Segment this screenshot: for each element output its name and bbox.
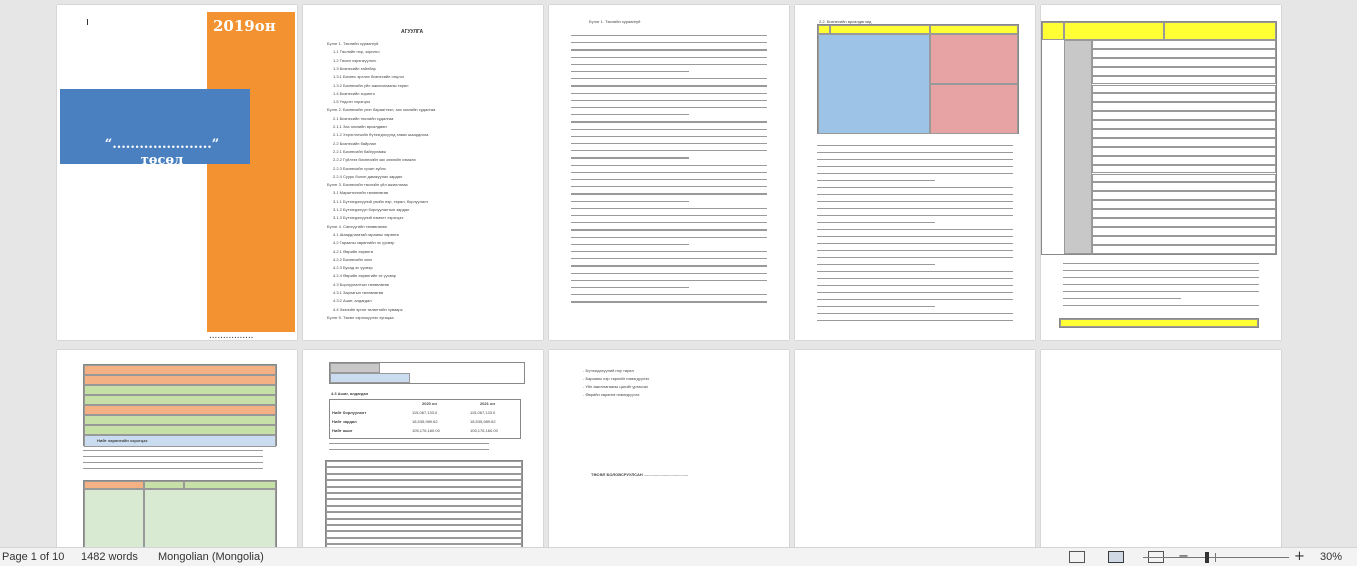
text-line [1063,270,1259,271]
contents-item[interactable]: 2.1 Бизнесийн төслийн судалгаа [333,115,394,121]
language-indicator[interactable]: Mongolian (Mongolia) [158,551,264,563]
contents-item[interactable]: Бүлэг 4. Санхүүгийн төлөвлөгөө [327,223,387,229]
cover-title-line2: төсөл [140,153,184,168]
table-row [1092,174,1276,183]
text-line [571,229,767,230]
text-line [817,180,935,181]
contents-item[interactable]: 4.2.4 Өөрийн хөрөнгийн эх үүсвэр [333,273,396,279]
text-line [571,107,767,108]
text-line [571,244,689,245]
table-row [1092,200,1276,209]
contents-item[interactable]: 1.3.1 Бизнес эрхлэх бизнесийн онцлог [333,74,405,80]
table-row [1092,129,1276,138]
profit-loss-table [329,399,521,439]
repayment-schedule-table [325,460,523,547]
text-line [817,243,1013,244]
row-value: 115,067,133.0 [412,410,438,415]
contents-item[interactable]: 4.4 Зээлийн эргэн төлөлтийн хуваарь [333,306,403,312]
table-row [84,395,276,405]
text-line [571,42,767,43]
page-2-contents[interactable] [303,5,543,340]
contents-item[interactable]: 2.1.1 Зах зээлийн өрсөлдөөн [333,124,387,129]
read-mode-icon[interactable] [1069,551,1085,563]
table-row [84,425,276,435]
cover-title [87,137,237,169]
table-row [1092,67,1276,76]
contents-item[interactable]: 1.1 Төслийн нэр, зорилго [333,49,380,55]
contents-heading: АГУУЛГА [401,29,424,35]
text-line [817,145,1013,146]
contents-item[interactable]: 3.1 Маркетингийн төлөвлөгөө [333,190,389,196]
summary-table [329,362,525,384]
text-line [571,157,689,158]
chapter-heading: Бүлэг 1. Төслийн хураангуй [589,19,641,24]
table-header-cell [1164,22,1276,40]
table-row [1092,218,1276,227]
table-header-cell [818,25,830,34]
text-line [817,236,1013,237]
summary-total [330,373,410,383]
contents-item[interactable]: 4.1 Шаардлагатай гарааны хөрөнгө [333,231,399,237]
competitor-feature-cell [930,84,1018,134]
text-line [83,462,263,463]
text-line [83,468,263,469]
contents-item[interactable]: 3.1.2 Бүтээгдэхүүн борлуулалтын зардал [333,207,410,212]
table-header-cell [1064,22,1164,40]
text-line [817,166,1013,167]
text-line [571,71,689,72]
contents-item[interactable]: Бүлэг 3. Бизнесийн төслийн үйл ажиллагаа [327,182,408,188]
text-line [571,35,767,36]
text-line [571,64,767,65]
loan-schedule-table [83,480,277,547]
bullet-item: - Барааны нэр төрлийг нэмэгдүүлэх [583,376,650,381]
text-line [329,449,489,450]
text-line [571,237,767,238]
text-line [817,215,1013,216]
table-row [1092,138,1276,147]
page-9[interactable] [795,350,1035,547]
contents-item[interactable]: 2.1.2 Хэрэглэгчийн бүтээгдэхүүнд тавих шаардлага [333,132,429,138]
page-8[interactable] [549,350,789,547]
text-line [571,100,767,101]
cover-orange-panel [207,12,295,332]
text-line [571,114,689,115]
text-line [571,165,767,166]
text-line [571,172,767,173]
text-line [571,215,767,216]
table-row [1092,156,1276,165]
total-assets-label: Нийт хөрөнгийн хэрэгцээ [97,438,148,443]
cover-title-line1: “......................” [104,137,220,152]
values-cell [144,489,276,547]
contents-item[interactable]: 2.2.2 Гүйлгээ бизнесийн зах зээлийн хэмжээ [333,157,416,163]
text-line [1063,263,1259,264]
zoom-slider-thumb[interactable] [1205,552,1209,563]
contents-item[interactable]: 4.2 Гарааны хөрөнгийн эх үүсвэр [333,240,395,246]
table-header-cell [830,25,930,34]
table-row [1092,111,1276,120]
contents-item[interactable]: 4.3.2 Ашиг, алдагдал [333,298,372,304]
contents-item[interactable]: 2.2.3 Бизнесийн хүчин зүйлс [333,165,386,171]
assets-summary-table [83,364,277,446]
cover-dots: ................ [209,330,254,340]
text-line [571,258,767,259]
page-count[interactable]: Page 1 of 10 [2,551,65,563]
label-cell [84,489,144,547]
text-line [571,78,767,79]
text-line [571,136,767,137]
col-2020: 2020 он [422,401,437,406]
page-5[interactable] [1041,5,1281,340]
text-line [1063,277,1259,278]
text-line [1063,298,1181,299]
text-line [571,49,767,50]
table-row [1092,191,1276,200]
status-bar [0,547,1357,566]
page-1-cover[interactable] [57,5,297,340]
contents-item[interactable]: 1.5 Үндсэн хэрэгцээ [333,99,370,105]
text-line [571,265,767,266]
table-header-cell [930,25,1018,34]
text-line [571,280,767,281]
text-line [817,320,1013,321]
page-10[interactable] [1041,350,1281,547]
row-value: 18,535,989.62 [470,419,496,424]
zoom-slider-tick [1215,553,1216,562]
text-line [817,159,1013,160]
row-label: Нийт ашиг [332,428,353,433]
contents-item[interactable]: 4.2.2 Бизнесийн зээл [333,256,373,262]
contents-item[interactable]: 3.1.1 Бүтээгдэхүүний үнийн нэр, төрөл, борлуулалт [333,198,429,204]
text-line [571,294,767,295]
text-line [571,143,767,144]
contents-item[interactable]: 1.2 Төсөл хэрэгжүүлэгч [333,57,377,63]
text-line [817,201,1013,202]
text-line [817,173,1013,174]
text-line [1063,284,1259,285]
table-row [1092,58,1276,67]
contents-item[interactable]: 3.1.3 Бүтээгдэхүүний нэмэлт хэрэгцээ [333,215,404,221]
table-row [84,365,276,375]
page-3[interactable] [549,5,789,340]
text-line [817,313,1013,314]
competitors-list-cell [818,34,930,134]
cover-year: 2019он [213,17,276,35]
table-row [1092,49,1276,58]
table-header-cell [1042,22,1064,40]
text-line [571,121,767,122]
contents-item[interactable]: 2.2.4 Суурь болон дамжуулах зардал [333,173,403,179]
table-row [1092,40,1276,49]
text-line [817,194,1013,195]
text-line [817,292,1013,293]
table-header-cell [84,481,144,489]
profit-table-title: 4.3 Ашиг, алдагдал [331,391,369,396]
table-row [1092,245,1276,254]
table-row [1092,76,1276,85]
table-row [1092,85,1276,94]
contents-item[interactable]: 4.3.1 Зарлагын төлөвлөгөө [333,290,384,295]
row-label: Нийт зардал [332,419,357,424]
zoom-slider-track[interactable] [1143,557,1289,558]
text-line [571,93,767,94]
table-header-row [1060,319,1258,327]
bullet-item: - Үйл ажиллагааны цагийг уртасгах [583,384,649,389]
print-layout-icon[interactable] [1108,551,1124,563]
assets-table [1059,318,1259,328]
text-cursor [87,19,88,25]
table-row [84,405,276,415]
product-table [1041,21,1277,255]
row-value: 105,176,160.00 [470,428,498,433]
text-line [329,443,489,444]
text-line [817,250,1013,251]
page-7[interactable] [303,350,543,547]
zoom-level[interactable]: 30% [1320,551,1343,563]
contents-item[interactable]: 2.2 Бизнесийн байрлал [333,140,377,146]
row-value: 18,535,989.62 [412,419,438,424]
table-row [1092,93,1276,102]
contents-item[interactable]: Бүлэг 2. Бизнесийн үнэт бараа/тээл, зах зээлийн судалгаа [327,107,436,113]
text-line [571,251,767,252]
text-line [817,152,1013,153]
text-line [571,222,767,223]
table-header-cell [184,481,276,489]
text-line [817,271,1013,272]
contents-item[interactable]: 1.4 Бизнесийн зорилго [333,90,375,96]
text-line [1063,305,1259,306]
competitors-heading: 2.2. Бизнесийн өрсөлдөгчид [819,19,872,24]
text-line [83,450,263,451]
text-line [571,85,767,86]
table-row [1092,227,1276,236]
row-label: Нийт борлуулалт [332,410,367,415]
text-line [571,150,767,151]
row-value: 105,176,160.00 [412,428,440,433]
contents-item[interactable]: 1.3.2 Бизнесийн үйл ажиллагааны төрөл [333,82,409,88]
text-line [83,456,263,457]
text-line [571,57,767,58]
page-6[interactable] [57,350,297,547]
table-row [1092,165,1276,174]
text-line [817,278,1013,279]
table-row [1092,182,1276,191]
text-line [571,208,767,209]
text-line [571,179,767,180]
text-line [817,299,1013,300]
text-line [817,208,1013,209]
text-line [1063,291,1259,292]
col-2021: 2021 он [480,401,495,406]
contents-item[interactable]: 4.2.1 Өөрийн хөрөнгө [333,248,373,254]
table-row [1092,236,1276,245]
table-row [1092,102,1276,111]
text-line [571,273,767,274]
text-line [571,186,767,187]
zoom-in-button[interactable]: + [1294,549,1305,564]
table-row [84,375,276,385]
text-line [817,285,1013,286]
row-value: 115,067,133.0 [470,410,496,415]
text-line [571,193,767,194]
contents-item[interactable]: 2.2.1 Бизнесийн байгууламж [333,148,386,154]
competitors-table [817,24,1019,134]
word-count[interactable]: 1482 words [81,551,138,563]
text-line [817,222,935,223]
contents-item[interactable]: 4.2.3 Бусад эх үүсвэр [333,265,373,271]
text-line [817,229,1013,230]
table-row [84,415,276,425]
text-line [817,306,935,307]
text-line [817,264,935,265]
text-line [817,257,1013,258]
table-row [84,385,276,395]
summary-label [330,363,380,373]
table-header-cell [144,481,184,489]
table-row [1092,147,1276,156]
text-line [571,287,689,288]
prepared-by: ТӨСӨЛ БОЛОВСРУУЛСАН ........................................ [591,472,689,477]
text-line [571,301,767,302]
bullet-item: - Бүтээгдэхүүний нэр төрөл [583,368,634,373]
bullet-item: - Өөрийн хөрөнгө нэмэгдүүлэх [583,392,640,397]
contents-item[interactable]: Бүлэг 5. Төсөл хэрэгжүүлэх хугацаа [327,314,394,320]
text-line [817,187,1013,188]
table-row [1092,120,1276,129]
category-column [1064,40,1092,254]
contents-item[interactable]: Бүлэг 1. Төслийн хураангуй [327,41,379,46]
contents-item[interactable]: 4.3 Борлуулалтын төлөвлөгөө [333,281,389,287]
contents-item[interactable]: 1.3 Бизнесийн тайлбар [333,65,376,71]
text-line [571,129,767,130]
table-row [1092,209,1276,218]
competitor-feature-cell [930,34,1018,84]
text-line [571,201,689,202]
page-4[interactable] [795,5,1035,340]
